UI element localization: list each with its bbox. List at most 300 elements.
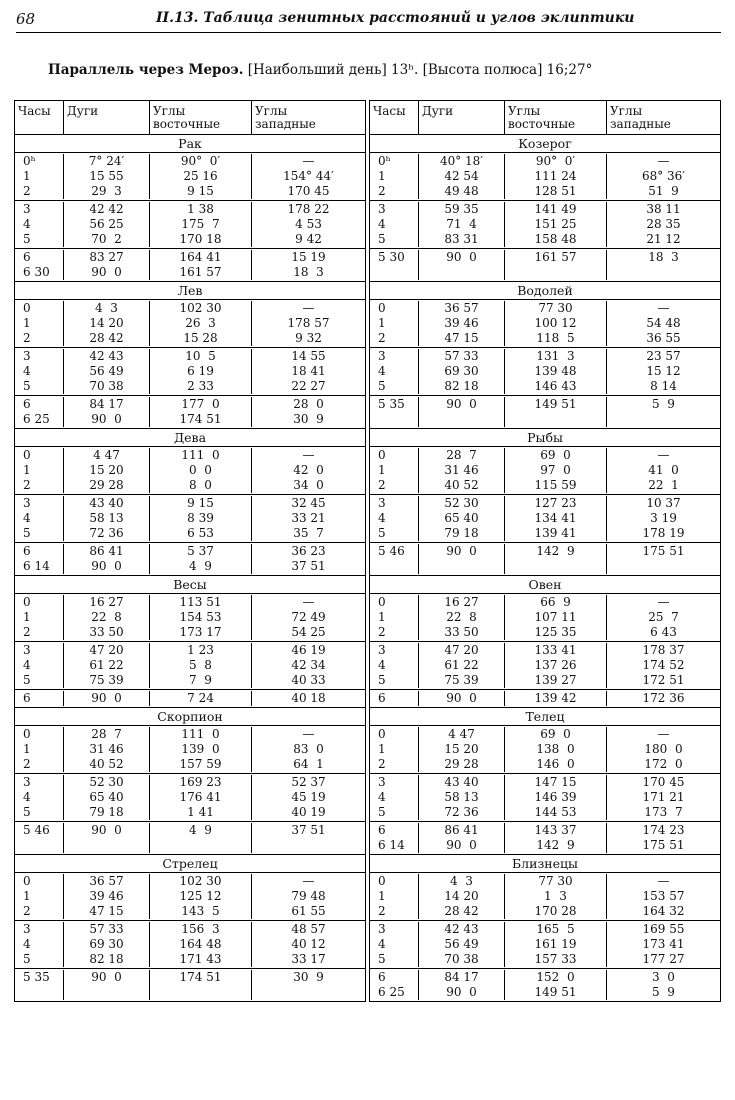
arc-cell: 16 27 bbox=[418, 595, 504, 610]
column-west-angles: Углы западные bbox=[251, 101, 365, 134]
arc-cell: 7° 24′ bbox=[63, 154, 149, 169]
east-angle-cell: 146 39 bbox=[504, 790, 606, 805]
east-angle-cell: 113 51 bbox=[149, 595, 251, 610]
hour-cell: 2 bbox=[378, 625, 386, 639]
hour-cell: 6 30 bbox=[23, 265, 50, 279]
table-row bbox=[370, 364, 720, 379]
table-row bbox=[15, 447, 365, 463]
east-angle-cell: 8 39 bbox=[149, 511, 251, 526]
east-angle-cell: 4 9 bbox=[149, 823, 251, 838]
east-angle-cell: 143 37 bbox=[504, 823, 606, 838]
arc-cell: 52 30 bbox=[418, 496, 504, 511]
table-row bbox=[15, 642, 365, 658]
east-angle-cell: 157 33 bbox=[504, 952, 606, 967]
table-row bbox=[15, 757, 365, 773]
hour-cell: 5 bbox=[23, 673, 31, 687]
east-angle-cell: 9 15 bbox=[149, 184, 251, 199]
table-row bbox=[370, 937, 720, 952]
table-row bbox=[15, 217, 365, 232]
west-angle-cell: 154° 44′ bbox=[251, 169, 365, 184]
table-row bbox=[15, 511, 365, 526]
hour-cell: 1 bbox=[23, 889, 31, 903]
arc-cell: 83 27 bbox=[63, 250, 149, 265]
table-row bbox=[370, 526, 720, 542]
east-angle-cell: 66 9 bbox=[504, 595, 606, 610]
east-angle-cell: 177 0 bbox=[149, 397, 251, 412]
table-row bbox=[15, 543, 365, 559]
east-angle-cell: 174 51 bbox=[149, 970, 251, 985]
west-angle-cell: 28 35 bbox=[606, 217, 720, 232]
table-row bbox=[370, 673, 720, 689]
east-angle-cell: 149 51 bbox=[504, 985, 606, 1000]
zodiac-sign-heading: Рыбы bbox=[370, 429, 720, 447]
east-angle-cell: 107 11 bbox=[504, 610, 606, 625]
east-angle-cell: 8 0 bbox=[149, 478, 251, 493]
row-group bbox=[15, 249, 365, 282]
east-angle-cell: 90° 0′ bbox=[504, 154, 606, 169]
hour-cell bbox=[370, 559, 418, 574]
east-angle-cell: 176 41 bbox=[149, 790, 251, 805]
hour-cell: 3 bbox=[23, 202, 31, 216]
east-angle-cell: 131 3 bbox=[504, 349, 606, 364]
hour-cell: 6 bbox=[378, 823, 386, 837]
east-angle-cell bbox=[149, 985, 251, 1000]
zodiac-sign-heading: Телец bbox=[370, 708, 720, 726]
west-angle-cell: 21 12 bbox=[606, 232, 720, 247]
arc-cell: 49 48 bbox=[418, 184, 504, 199]
table-row bbox=[370, 169, 720, 184]
east-angle-cell: 143 5 bbox=[149, 904, 251, 919]
arc-cell: 90 0 bbox=[418, 250, 504, 265]
parallel-parameters: [Наибольший день] 13ʰ. [Высота полюса] 16;27° bbox=[247, 62, 593, 78]
table-row bbox=[15, 742, 365, 757]
east-angle-cell: 139 0 bbox=[149, 742, 251, 757]
row-group bbox=[370, 726, 720, 774]
column-arcs: Дуги bbox=[418, 101, 504, 134]
hour-cell: 3 bbox=[378, 496, 386, 510]
table-row bbox=[15, 184, 365, 200]
row-group bbox=[15, 348, 365, 396]
east-angle-cell: 146 43 bbox=[504, 379, 606, 394]
east-angle-cell bbox=[504, 412, 606, 427]
table-row bbox=[15, 625, 365, 641]
arc-cell: 31 46 bbox=[63, 742, 149, 757]
west-angle-cell: — bbox=[606, 595, 720, 610]
east-angle-cell: 125 12 bbox=[149, 889, 251, 904]
hour-cell bbox=[370, 412, 418, 427]
table-row bbox=[370, 379, 720, 395]
arc-cell: 4 3 bbox=[63, 301, 149, 316]
table-row bbox=[15, 889, 365, 904]
arc-cell: 42 42 bbox=[63, 202, 149, 217]
arc-cell: 4 47 bbox=[418, 727, 504, 742]
table-row bbox=[370, 822, 720, 838]
table-row bbox=[15, 478, 365, 494]
row-group bbox=[370, 348, 720, 396]
table-row bbox=[370, 774, 720, 790]
row-group bbox=[370, 594, 720, 642]
arc-cell bbox=[63, 985, 149, 1000]
hour-cell: 1 bbox=[378, 610, 386, 624]
arc-cell: 72 36 bbox=[63, 526, 149, 541]
table-row bbox=[15, 873, 365, 889]
east-angle-cell: 170 28 bbox=[504, 904, 606, 919]
west-angle-cell: — bbox=[606, 448, 720, 463]
table-row bbox=[15, 774, 365, 790]
east-angle-cell: 77 30 bbox=[504, 301, 606, 316]
table-row bbox=[370, 348, 720, 364]
hour-cell: 4 bbox=[23, 790, 31, 804]
table-row bbox=[370, 952, 720, 968]
arc-cell: 28 7 bbox=[63, 727, 149, 742]
hour-cell bbox=[15, 838, 63, 853]
east-angle-cell: 142 9 bbox=[504, 838, 606, 853]
hour-cell: 5 bbox=[378, 805, 386, 819]
row-group bbox=[370, 873, 720, 921]
east-angle-cell: 1 3 bbox=[504, 889, 606, 904]
table-row bbox=[15, 495, 365, 511]
west-angle-cell: 9 32 bbox=[251, 331, 365, 346]
table-row bbox=[15, 232, 365, 248]
arc-cell: 15 55 bbox=[63, 169, 149, 184]
hour-cell: 3 bbox=[23, 496, 31, 510]
table-row bbox=[15, 396, 365, 412]
arc-cell: 28 7 bbox=[418, 448, 504, 463]
arc-cell: 47 15 bbox=[63, 904, 149, 919]
arc-cell: 90 0 bbox=[63, 265, 149, 280]
hour-cell: 3 bbox=[23, 922, 31, 936]
west-angle-cell: 54 48 bbox=[606, 316, 720, 331]
arc-cell: 33 50 bbox=[63, 625, 149, 640]
hour-cell: 6 bbox=[23, 544, 31, 558]
arc-cell: 65 40 bbox=[63, 790, 149, 805]
hour-cell: 0 bbox=[378, 874, 386, 888]
west-angle-cell: 18 41 bbox=[251, 364, 365, 379]
row-group bbox=[15, 201, 365, 249]
hour-cell: 4 bbox=[378, 937, 386, 951]
table-subtitle bbox=[48, 62, 592, 78]
table-row bbox=[15, 316, 365, 331]
table-left-half bbox=[14, 100, 366, 1002]
west-angle-cell: 3 19 bbox=[606, 511, 720, 526]
hour-cell: 3 bbox=[378, 643, 386, 657]
arc-cell: 39 46 bbox=[418, 316, 504, 331]
east-angle-cell: 5 8 bbox=[149, 658, 251, 673]
zodiac-sign-heading: Козерог bbox=[370, 135, 720, 153]
table-row bbox=[370, 594, 720, 610]
page-header bbox=[16, 8, 721, 33]
hour-cell: 6 14 bbox=[23, 559, 50, 573]
arc-cell: 57 33 bbox=[63, 922, 149, 937]
arc-cell: 71 4 bbox=[418, 217, 504, 232]
table-row bbox=[370, 690, 720, 707]
hour-cell: 0 bbox=[378, 448, 386, 462]
hour-cell bbox=[370, 265, 418, 280]
table-row bbox=[15, 726, 365, 742]
west-angle-cell: — bbox=[606, 301, 720, 316]
west-angle-cell: 177 27 bbox=[606, 952, 720, 967]
row-group bbox=[15, 447, 365, 495]
row-group bbox=[370, 642, 720, 690]
east-angle-cell: 165 5 bbox=[504, 922, 606, 937]
hour-cell: 5 bbox=[23, 232, 31, 246]
arc-cell: 90 0 bbox=[418, 838, 504, 853]
west-angle-cell: 41 0 bbox=[606, 463, 720, 478]
hour-cell: 5 bbox=[23, 526, 31, 540]
east-angle-cell: 4 9 bbox=[149, 559, 251, 574]
east-angle-cell: 97 0 bbox=[504, 463, 606, 478]
east-angle-cell: 128 51 bbox=[504, 184, 606, 199]
west-angle-cell: 22 1 bbox=[606, 478, 720, 493]
east-angle-cell: 157 59 bbox=[149, 757, 251, 772]
row-group bbox=[15, 495, 365, 543]
column-west-angles: Углы западные bbox=[606, 101, 720, 134]
west-angle-cell: 169 55 bbox=[606, 922, 720, 937]
table-row bbox=[15, 364, 365, 379]
arc-cell: 47 15 bbox=[418, 331, 504, 346]
east-angle-cell: 161 19 bbox=[504, 937, 606, 952]
table-row bbox=[15, 805, 365, 821]
west-angle-cell: 172 51 bbox=[606, 673, 720, 688]
table-row bbox=[15, 463, 365, 478]
east-angle-cell bbox=[504, 559, 606, 574]
west-angle-cell: — bbox=[251, 727, 365, 742]
table-row bbox=[15, 838, 365, 854]
east-angle-cell: 69 0 bbox=[504, 448, 606, 463]
row-group bbox=[370, 822, 720, 855]
west-angle-cell: 170 45 bbox=[606, 775, 720, 790]
hour-cell: 4 bbox=[23, 217, 31, 231]
table-row bbox=[15, 937, 365, 952]
west-angle-cell: 34 0 bbox=[251, 478, 365, 493]
table-row bbox=[370, 412, 720, 428]
west-angle-cell: 30 9 bbox=[251, 412, 365, 427]
table-row bbox=[370, 904, 720, 920]
row-group bbox=[15, 396, 365, 429]
arc-cell: 70 38 bbox=[418, 952, 504, 967]
hour-cell: 0 bbox=[23, 595, 31, 609]
hour-cell: 1 bbox=[378, 463, 386, 477]
table-row bbox=[15, 790, 365, 805]
east-angle-cell: 154 53 bbox=[149, 610, 251, 625]
hour-cell: 4 bbox=[23, 658, 31, 672]
west-angle-cell: 72 49 bbox=[251, 610, 365, 625]
table-row bbox=[15, 331, 365, 347]
hour-cell: 4 bbox=[378, 790, 386, 804]
hour-cell: 1 bbox=[23, 742, 31, 756]
hour-cell: 2 bbox=[23, 184, 31, 198]
east-angle-cell: 169 23 bbox=[149, 775, 251, 790]
west-angle-cell: 64 1 bbox=[251, 757, 365, 772]
hour-cell: 1 bbox=[23, 316, 31, 330]
row-group bbox=[370, 201, 720, 249]
zodiac-sign-heading: Близнецы bbox=[370, 855, 720, 873]
east-angle-cell: 137 26 bbox=[504, 658, 606, 673]
arc-cell: 52 30 bbox=[63, 775, 149, 790]
west-angle-cell: 10 37 bbox=[606, 496, 720, 511]
arc-cell: 15 20 bbox=[63, 463, 149, 478]
arc-cell: 56 25 bbox=[63, 217, 149, 232]
arc-cell: 72 36 bbox=[418, 805, 504, 820]
table-row bbox=[15, 249, 365, 265]
table-row bbox=[370, 300, 720, 316]
arc-cell: 42 43 bbox=[63, 349, 149, 364]
arc-cell: 29 28 bbox=[418, 757, 504, 772]
arc-cell: 14 20 bbox=[63, 316, 149, 331]
arc-cell: 70 38 bbox=[63, 379, 149, 394]
arc-cell: 36 57 bbox=[63, 874, 149, 889]
east-angle-cell: 139 48 bbox=[504, 364, 606, 379]
west-angle-cell: 173 41 bbox=[606, 937, 720, 952]
hour-cell: 0 bbox=[378, 727, 386, 741]
east-angle-cell: 102 30 bbox=[149, 301, 251, 316]
east-angle-cell: 174 51 bbox=[149, 412, 251, 427]
hour-cell: 4 bbox=[378, 217, 386, 231]
row-group bbox=[15, 594, 365, 642]
hour-cell: 1 bbox=[23, 169, 31, 183]
hour-cell: 2 bbox=[23, 478, 31, 492]
west-angle-cell: 32 45 bbox=[251, 496, 365, 511]
column-header-row bbox=[15, 101, 365, 135]
arc-cell: 4 47 bbox=[63, 448, 149, 463]
table-row bbox=[15, 690, 365, 707]
west-angle-cell: 54 25 bbox=[251, 625, 365, 640]
row-group bbox=[370, 396, 720, 429]
hour-cell: 5 bbox=[378, 526, 386, 540]
hour-cell: 3 bbox=[378, 202, 386, 216]
east-angle-cell: 6 53 bbox=[149, 526, 251, 541]
arc-cell: 86 41 bbox=[418, 823, 504, 838]
east-angle-cell: 26 3 bbox=[149, 316, 251, 331]
east-angle-cell: 90° 0′ bbox=[149, 154, 251, 169]
arc-cell: 40 52 bbox=[418, 478, 504, 493]
table-row bbox=[370, 232, 720, 248]
row-group bbox=[370, 495, 720, 543]
row-group bbox=[15, 300, 365, 348]
west-angle-cell: 5 9 bbox=[606, 985, 720, 1000]
table-row bbox=[370, 463, 720, 478]
west-angle-cell: 153 57 bbox=[606, 889, 720, 904]
arc-cell: 22 8 bbox=[63, 610, 149, 625]
arc-cell: 90 0 bbox=[418, 397, 504, 412]
arc-cell: 22 8 bbox=[418, 610, 504, 625]
east-angle-cell: 141 49 bbox=[504, 202, 606, 217]
table-row bbox=[370, 316, 720, 331]
west-angle-cell bbox=[606, 412, 720, 427]
arc-cell: 29 28 bbox=[63, 478, 149, 493]
arc-cell: 16 27 bbox=[63, 595, 149, 610]
row-group bbox=[370, 153, 720, 201]
arc-cell: 43 40 bbox=[63, 496, 149, 511]
east-angle-cell: 133 41 bbox=[504, 643, 606, 658]
table-row bbox=[15, 526, 365, 542]
west-angle-cell: — bbox=[251, 154, 365, 169]
east-angle-cell: 139 41 bbox=[504, 526, 606, 541]
arc-cell: 86 41 bbox=[63, 544, 149, 559]
table-row bbox=[370, 217, 720, 232]
arc-cell: 56 49 bbox=[63, 364, 149, 379]
arc-cell: 90 0 bbox=[63, 559, 149, 574]
table-row bbox=[370, 658, 720, 673]
west-angle-cell: 178 19 bbox=[606, 526, 720, 541]
hour-cell: 1 bbox=[378, 316, 386, 330]
arc-cell: 58 13 bbox=[418, 790, 504, 805]
west-angle-cell: 180 0 bbox=[606, 742, 720, 757]
table-row bbox=[15, 904, 365, 920]
west-angle-cell: 3 0 bbox=[606, 970, 720, 985]
east-angle-cell: 156 3 bbox=[149, 922, 251, 937]
column-hours: Часы bbox=[18, 104, 51, 118]
arc-cell: 84 17 bbox=[418, 970, 504, 985]
west-angle-cell: 48 57 bbox=[251, 922, 365, 937]
east-angle-cell: 1 23 bbox=[149, 643, 251, 658]
west-angle-cell: 9 42 bbox=[251, 232, 365, 247]
west-angle-cell: 175 51 bbox=[606, 544, 720, 559]
east-angle-cell: 147 15 bbox=[504, 775, 606, 790]
arc-cell: 40° 18′ bbox=[418, 154, 504, 169]
zodiac-sign-heading: Весы bbox=[15, 576, 365, 594]
hour-cell: 1 bbox=[378, 889, 386, 903]
zodiac-sign-heading: Скорпион bbox=[15, 708, 365, 726]
east-angle-cell: 69 0 bbox=[504, 727, 606, 742]
hour-cell: 6 bbox=[23, 250, 31, 264]
arc-cell: 75 39 bbox=[418, 673, 504, 688]
row-group bbox=[370, 543, 720, 576]
table-row bbox=[370, 726, 720, 742]
east-angle-cell: 6 19 bbox=[149, 364, 251, 379]
table-row bbox=[370, 396, 720, 412]
hour-cell: 2 bbox=[378, 757, 386, 771]
east-angle-cell: 1 41 bbox=[149, 805, 251, 820]
row-group bbox=[15, 726, 365, 774]
east-angle-cell: 100 12 bbox=[504, 316, 606, 331]
arc-cell: 84 17 bbox=[63, 397, 149, 412]
hour-cell: 2 bbox=[378, 331, 386, 345]
zodiac-sign-heading: Овен bbox=[370, 576, 720, 594]
east-angle-cell: 127 23 bbox=[504, 496, 606, 511]
west-angle-cell bbox=[606, 559, 720, 574]
arc-cell: 28 42 bbox=[63, 331, 149, 346]
hour-cell: 5 46 bbox=[23, 823, 50, 837]
west-angle-cell: 51 9 bbox=[606, 184, 720, 199]
table-row bbox=[15, 610, 365, 625]
east-angle-cell: 158 48 bbox=[504, 232, 606, 247]
west-angle-cell: — bbox=[251, 595, 365, 610]
table-row bbox=[370, 153, 720, 169]
column-arcs: Дуги bbox=[63, 101, 149, 134]
zodiac-sign-heading: Рак bbox=[15, 135, 365, 153]
east-angle-cell: 139 42 bbox=[504, 691, 606, 706]
arc-cell: 69 30 bbox=[418, 364, 504, 379]
arc-cell bbox=[63, 838, 149, 853]
arc-cell: 69 30 bbox=[63, 937, 149, 952]
table-row bbox=[370, 969, 720, 985]
west-angle-cell: 52 37 bbox=[251, 775, 365, 790]
west-angle-cell: 40 19 bbox=[251, 805, 365, 820]
table-row bbox=[370, 757, 720, 773]
east-angle-cell: 171 43 bbox=[149, 952, 251, 967]
west-angle-cell: — bbox=[251, 448, 365, 463]
east-angle-cell bbox=[504, 265, 606, 280]
arc-cell: 75 39 bbox=[63, 673, 149, 688]
hour-cell: 6 14 bbox=[378, 838, 405, 852]
table-row bbox=[370, 249, 720, 265]
west-angle-cell: 164 32 bbox=[606, 904, 720, 919]
hour-cell: 5 bbox=[378, 232, 386, 246]
table-row bbox=[370, 642, 720, 658]
hour-cell: 1 bbox=[23, 610, 31, 624]
west-angle-cell: 42 34 bbox=[251, 658, 365, 673]
